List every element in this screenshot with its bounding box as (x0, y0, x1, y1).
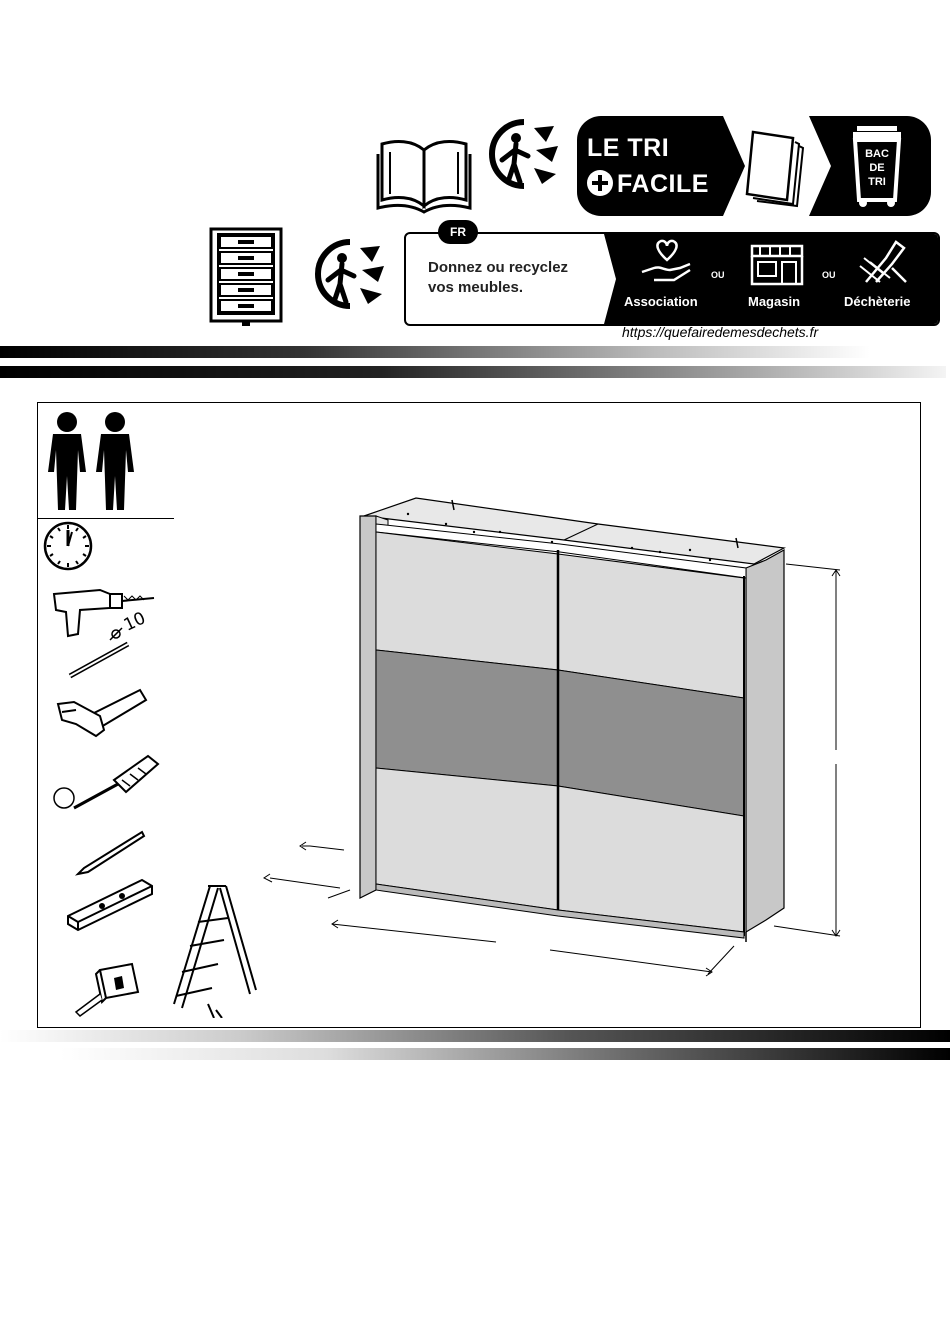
ou-label-1: OU (711, 270, 725, 280)
waste-disposal-icon (856, 238, 912, 286)
spirit-level-icon (64, 872, 156, 938)
fr-badge: FR (438, 220, 478, 244)
plus-circle-icon (587, 170, 613, 196)
right-side-panel (746, 550, 784, 932)
drill-bit-icon (66, 626, 136, 680)
heart-hand-icon (640, 238, 694, 286)
tri-label-line1: LE TRI (587, 134, 670, 162)
tri-label-line2: FACILE (617, 170, 709, 198)
donnez-line2: vos meubles. (428, 279, 524, 296)
separator-bar-2 (0, 366, 946, 378)
persons-divider (38, 518, 174, 519)
left-side-panel (360, 516, 376, 898)
wardrobe-illustration (240, 480, 860, 990)
donnez-line1: Donnez ou recyclez (428, 259, 569, 276)
hammer-icon (52, 682, 152, 742)
recycling-url: https://quefairedemesdechets.fr (622, 324, 819, 340)
clock-icon (42, 520, 94, 572)
shop-icon (748, 242, 806, 286)
chest-of-drawers-icon (208, 226, 284, 328)
drill-bit-size: 10 (120, 608, 149, 636)
separator-bar-1 (0, 346, 870, 358)
separator-bar-4 (60, 1048, 950, 1060)
left-door-middle (376, 650, 558, 786)
option-association: Association (624, 294, 698, 309)
le-tri-facile-banner (577, 116, 931, 216)
bin-label-3: TRI (868, 176, 886, 188)
separator-bar-3 (0, 1030, 950, 1042)
option-magasin: Magasin (748, 294, 801, 309)
donnez-text (428, 258, 628, 298)
screwdriver-icon (52, 750, 164, 820)
option-decheterie: Déchèterie (844, 294, 911, 309)
paper-arrow-panel (723, 116, 833, 216)
bin-label-1: BAC (865, 148, 889, 160)
two-persons-icon (44, 410, 140, 512)
ou-label-2: OU (822, 270, 836, 280)
triman-recycling-icon (484, 116, 568, 196)
manual-book-icon (376, 134, 472, 214)
bin-label-2: DE (869, 162, 885, 174)
triman-recycling-icon-2 (310, 236, 394, 316)
left-door-top (376, 532, 558, 670)
tape-measure-icon (70, 958, 144, 1020)
pencil-icon (74, 828, 146, 878)
